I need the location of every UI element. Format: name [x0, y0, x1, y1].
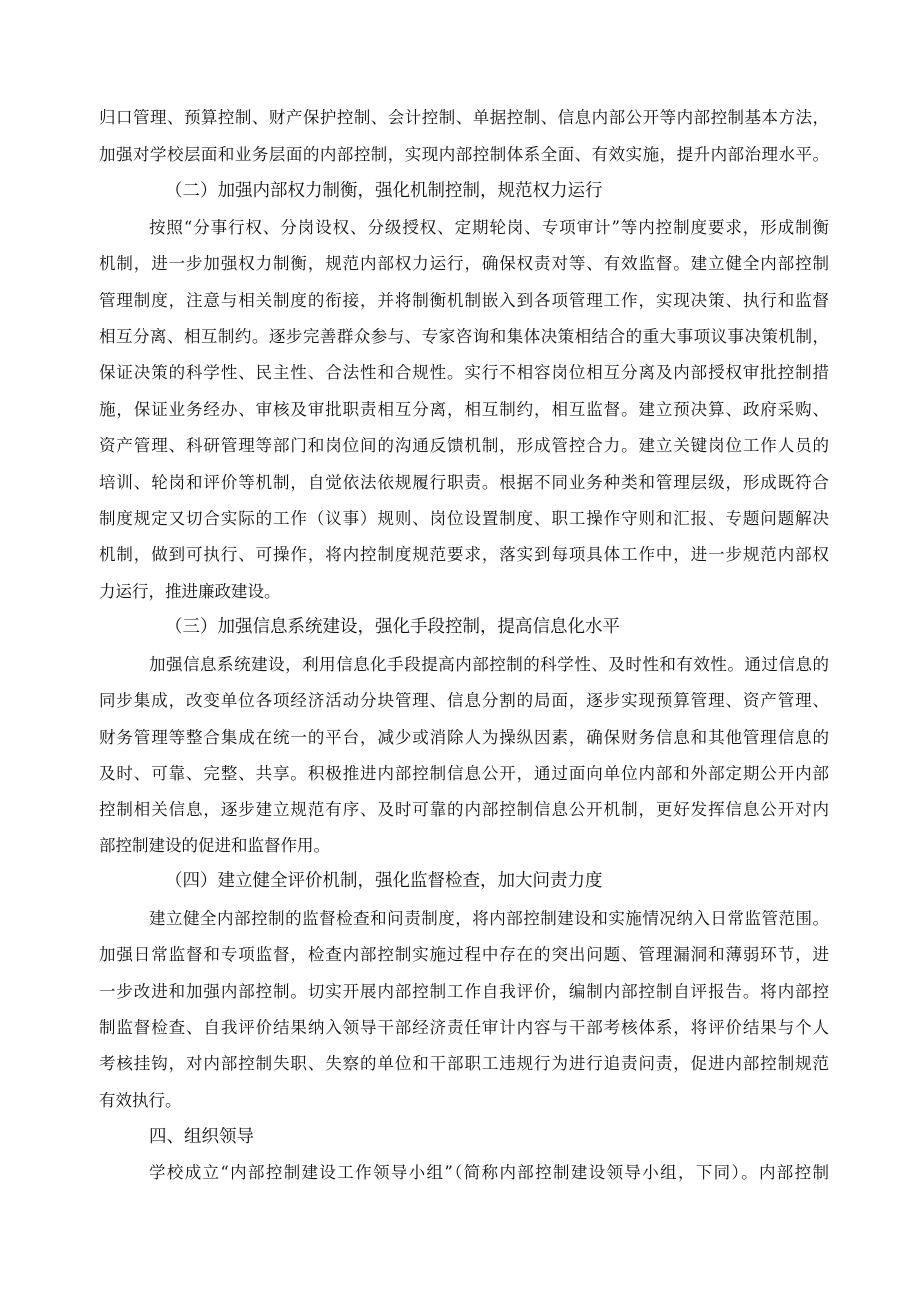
paragraph-line: 制度规定又切合实际的工作（议事）规则、岗位设置制度、职工操作守则和汇报、专题问题解决	[99, 509, 829, 528]
paragraph-line: 机制，进一步加强权力制衡，规范内部权力运行，确保权责对等、有效监督。建立健全内部控制	[99, 254, 829, 273]
section-heading: 四、组织领导	[149, 1127, 254, 1147]
paragraph-line: 相互分离、相互制约。逐步完善群众参与、专家咨询和集体决策相结合的重大事项议事决策机制，	[99, 327, 829, 346]
paragraph-line: 归口管理、预算控制、财产保护控制、会计控制、单据控制、信息内部公开等内部控制基本方法，	[99, 108, 829, 127]
paragraph-line: 有效执行。	[99, 1091, 182, 1110]
paragraph-line: 按照“分事行权、分岗设权、分级授权、定期轮岗、专项审计”等内控制度要求，形成制衡	[149, 218, 829, 237]
paragraph-line: 培训、轮岗和评价等机制，自觉依法依规履行职责。根据不同业务种类和管理层级，形成既符合	[99, 473, 829, 492]
paragraph-line: 保证决策的科学性、民主性、合法性和合规性。实行不相容岗位相互分离及内部授权审批控制措	[99, 363, 829, 382]
paragraph-line: 及时、可靠、完整、共享。积极推进内部控制信息公开，通过面向单位内部和外部定期公开内部	[99, 764, 829, 783]
paragraph-line: 制监督检查、自我评价结果纳入领导干部经济责任审计内容与干部考核体系，将评价结果与个人	[99, 1018, 829, 1037]
paragraph-line: 考核挂钩，对内部控制失职、失察的单位和干部职工违规行为进行追责问责，促进内部控制规范	[99, 1054, 829, 1073]
section-heading: （三）加强信息系统建设，强化手段控制，提高信息化水平	[165, 617, 620, 637]
paragraph-line: 加强对学校层面和业务层面的内部控制，实现内部控制体系全面、有效实施，提升内部治理水平。	[99, 145, 829, 164]
paragraph-line: 部控制建设的促进和监督作用。	[99, 836, 330, 855]
paragraph-line: 同步集成，改变单位各项经济活动分块管理、信息分割的局面，逐步实现预算管理、资产管理、	[99, 691, 829, 710]
section-heading: （二）加强内部权力制衡，强化机制控制，规范权力运行	[165, 181, 603, 201]
paragraph-line: 机制，做到可执行、可操作，将内控制度规范要求，落实到每项具体工作中，进一步规范内部权	[99, 545, 829, 564]
paragraph-line: 学校成立“内部控制建设工作领导小组”（简称内部控制建设领导小组，下同）。内部控制	[149, 1163, 829, 1182]
paragraph-line: 力运行，推进廉政建设。	[99, 582, 281, 601]
paragraph-line: 加强信息系统建设，利用信息化手段提高内部控制的科学性、及时性和有效性。通过信息的	[149, 655, 829, 674]
paragraph-line: 财务管理等整合集成在统一的平台，减少或消除人为操纵因素，确保财务信息和其他管理信息的	[99, 728, 829, 747]
paragraph-line: 控制相关信息，逐步建立规范有序、及时可靠的内部控制信息公开机制，更好发挥信息公开对内	[99, 800, 829, 819]
paragraph-line: 资产管理、科研管理等部门和岗位间的沟通反馈机制，形成管控合力。建立关键岗位工作人员的	[99, 436, 829, 455]
section-heading: （四）建立健全评价机制，强化监督检查，加大问责力度	[165, 871, 603, 891]
paragraph-line: 一步改进和加强内部控制。切实开展内部控制工作自我评价，编制内部控制自评报告。将内部控	[99, 982, 829, 1001]
paragraph-line: 建立健全内部控制的监督检查和问责制度，将内部控制建设和实施情况纳入日常监管范围。	[149, 909, 829, 928]
paragraph-line: 管理制度，注意与相关制度的衔接，并将制衡机制嵌入到各项管理工作，实现决策、执行和监督	[99, 291, 829, 310]
paragraph-line: 加强日常监督和专项监督，检查内部控制实施过程中存在的突出问题、管理漏洞和薄弱环节，进	[99, 945, 829, 964]
paragraph-line: 施，保证业务经办、审核及审批职责相互分离，相互制约，相互监督。建立预决算、政府采购、	[99, 400, 829, 419]
